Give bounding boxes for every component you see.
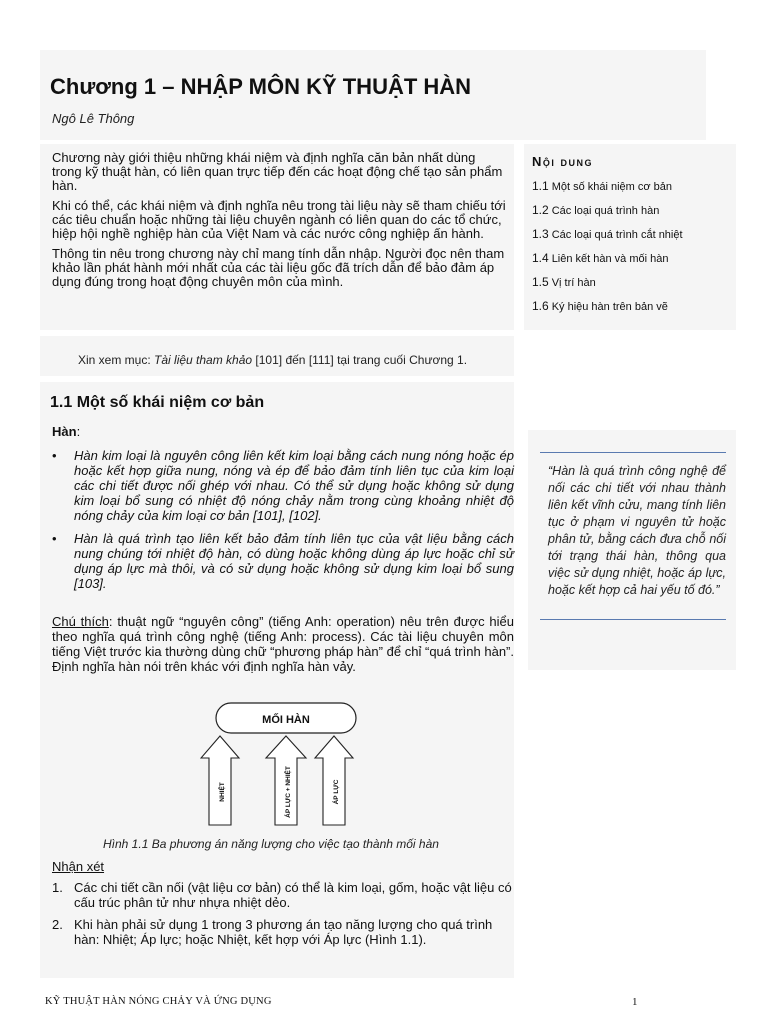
definition-list: [52, 448, 514, 599]
reference-note: Xin xem mục: Tài liệu tham khảo [101] đến [111] tại trang cuối Chương 1.: [78, 353, 468, 367]
bullet-icon: •: [52, 448, 57, 463]
page-footer: KỸ THUẬT HÀN NÓNG CHẢY VÀ ỨNG DỤNG: [45, 996, 272, 1007]
remarks-title: Nhận xét: [52, 859, 105, 874]
han-label: Hàn:: [52, 424, 81, 439]
arrow-label-heat: NHIỆT: [219, 782, 226, 802]
bullet-icon: •: [52, 531, 57, 546]
toc-item-1-5[interactable]: 1.5 Vị trí hàn: [532, 275, 596, 289]
arrow-label-pressure: ÁP LỰC: [333, 779, 340, 805]
toc-item-1-2[interactable]: 1.2 Các loại quá trình hàn: [532, 203, 660, 217]
section-heading: 1.1 Một số khái niệm cơ bản: [50, 394, 265, 411]
remarks-list: [52, 880, 514, 954]
table-of-contents: [532, 154, 732, 323]
intro-paragraph: Chương này giới thiệu những khái niệm và định nghĩa căn bản nhất dùng trong kỹ thuật hàn, có liên quan trực tiếp đến các hoạt động chế tạo sản phẩm hàn.: [52, 150, 503, 193]
heat-arrow: [201, 736, 239, 825]
intro-paragraph: Khi có thể, các khái niệm và định nghĩa nêu trong tài liệu này sẽ tham chiếu tới các tiêu chuẩn hoặc những tài liệu chuyên ngành có liên quan do các tổ chức, hiệp hội nghề nghiệp hàn của Việt Nam và các nước công nghiệp ấn hành.: [52, 198, 506, 241]
toc-title: Nội dung: [532, 154, 593, 169]
toc-item-1-6[interactable]: 1.6 Ký hiệu hàn trên bản vẽ: [532, 299, 668, 313]
toc-item-1-3[interactable]: 1.3 Các loại quá trình cắt nhiệt: [532, 227, 683, 241]
arrow-label-pressure-heat: ÁP LỰC + NHIỆT: [285, 766, 292, 818]
page-number: 1: [632, 996, 638, 1008]
list-item: • Hàn là quá trình tạo liên kết bảo đảm tính liên tục của vật liệu bằng cách nung chúng tới nhiệt độ hàn, có dùng hoặc không dùng áp lực hoặc chỉ sử dụng áp lực mà thôi, và có sử dụng hoặc không sử dụng kim loại bổ sung [103].: [52, 531, 514, 591]
list-item: 1. Các chi tiết cần nối (vật liệu cơ bản) có thể là kim loại, gốm, hoặc vật liệu có cấu trúc phân tử như nhựa nhiệt dẻo.: [52, 880, 512, 910]
pull-quote: “Hàn là quá trình công nghệ để nối các chi tiết với nhau thành liên kết vĩnh cửu, mang tính liên tục ở phạm vi nguyên tử hoặc phân tử, bằng cách đưa chỗ nối tới trạng thái hàn, thông qua việc sử dụng nhiệt, hoặc áp lực, hoặc kết hợp cả hai yếu tố đó.”: [540, 452, 726, 620]
toc-item-1-1[interactable]: 1.1 Một số khái niệm cơ bản: [532, 179, 673, 193]
weld-box-label: MỐI HÀN: [262, 714, 310, 726]
list-item: • Hàn kim loại là nguyên công liên kết kim loại bằng cách nung nóng hoặc ép hoặc kết hợp giữa nung, nóng và ép để bảo đảm tính liên tục của kim loại các chi tiết được nối ghép với nhau. Có thể sử dụng hoặc không sử dụng kim loại bổ sung có nhiệt độ nóng chảy nằm trong cùng khoảng nhiệt độ nóng chảy của kim loại cơ bản [101], [102].: [52, 448, 514, 523]
toc-item-1-4[interactable]: 1.4 Liên kết hàn và mối hàn: [532, 251, 669, 265]
page-title: Chương 1 – NHẬP MÔN KỸ THUẬT HÀN: [50, 74, 472, 99]
author-name: Ngô Lê Thông: [52, 111, 135, 126]
welding-energy-figure: [200, 700, 370, 830]
list-item: 2. Khi hàn phải sử dụng 1 trong 3 phương án tạo năng lượng cho quá trình hàn: Nhiệt; Áp lực; hoặc Nhiệt, kết hợp với Áp lực (Hình 1.1).: [52, 917, 493, 947]
intro-paragraph: Thông tin nêu trong chương này chỉ mang tính dẫn nhập. Người đọc nên tham khảo lần phát hành mới nhất của các tài liệu gốc đã trích dẫn để bảo đảm áp dụng đúng trong hoạt động chuyên môn của mình.: [52, 246, 505, 289]
intro-text: [52, 151, 508, 295]
note-paragraph: Chú thích: thuật ngữ “nguyên công” (tiếng Anh: operation) nêu trên được hiểu theo nghĩa quá trình công nghệ (tiếng Anh: process). Các tài liệu chuyên môn tiếng Việt trước kia thường dùng chữ “phương pháp hàn” để chỉ “quá trình hàn”. Định nghĩa hàn nói trên khác với định nghĩa hàn vảy.: [52, 614, 514, 674]
figure-caption: Hình 1.1 Ba phương án năng lượng cho việc tạo thành mối hàn: [103, 837, 439, 851]
